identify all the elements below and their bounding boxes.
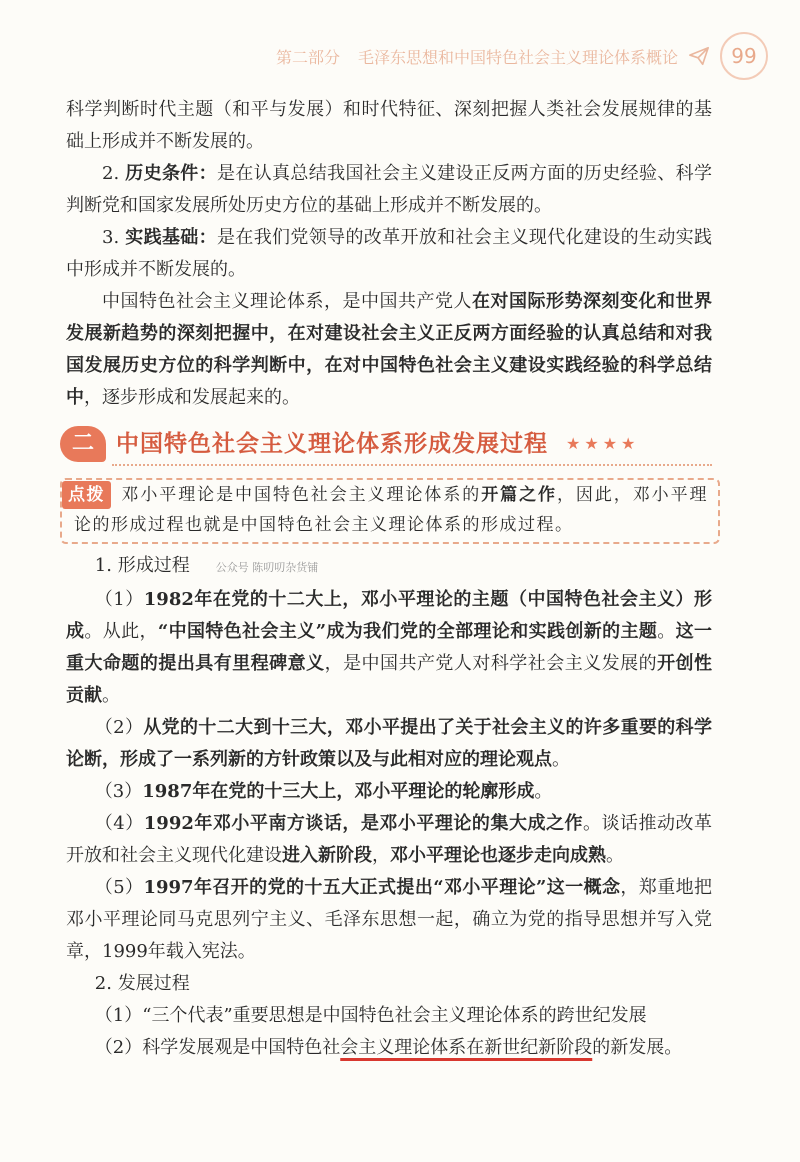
section-heading (60, 424, 712, 464)
bold-text: 邓小平理论也逐步走向成熟 (390, 845, 606, 866)
page-body (66, 94, 712, 1064)
plain-text: 。 (534, 781, 553, 802)
item-number: （4） (94, 813, 144, 834)
item-number: 2. (102, 163, 120, 184)
summary-text: 中国特色社会主义理论体系，是中国共产党人 (102, 291, 472, 312)
plain-text: 。 (102, 685, 120, 706)
plain-text: 的新发展。 (592, 1037, 683, 1058)
bold-text: “中国特色社会主义”成为我们党的全部理论和实践创新的主题 (157, 621, 658, 642)
development-item-2 (66, 1032, 712, 1064)
paragraph-intro: 科学判断时代主题（和平与发展）和时代特征、深刻把握人类社会发展规律的基础上形成并不断发展的。 (66, 99, 712, 152)
item-historical-conditions (66, 158, 712, 222)
item-colon: ： (198, 227, 218, 248)
formation-item-1 (66, 584, 712, 712)
item-colon: ： (198, 163, 218, 184)
bold-text: 这一重大命题的提出具有里程碑意义 (66, 621, 713, 674)
section-divider (112, 464, 712, 466)
item-text: 是在我们党领导的改革开放和社会主义现代化建设的生动实践中形成并不断发展的。 (66, 227, 713, 280)
plain-text: ， (372, 845, 390, 866)
item-label: 实践基础 (125, 227, 199, 248)
plain-text: 。谈话推动改革开放和社会主义现代化建设 (66, 813, 712, 866)
plain-text: ，郑重地把邓小平理论同马克思列宁主义、毛泽东思想一起，确立为党的指导思想并写入党章，1999年载入宪法。 (66, 877, 713, 962)
item-number: （3） (94, 781, 143, 802)
tip-badge: 点拨 (62, 481, 111, 509)
item-number: （5） (94, 877, 144, 898)
subheading-formation (66, 550, 712, 584)
bold-text: 开创性贡献 (66, 653, 713, 706)
plain-text: （2）科学发展观是中国特色社 (94, 1037, 341, 1058)
item-number: （2） (94, 717, 144, 738)
page-header (222, 36, 768, 76)
development-item-1: （1）“三个代表”重要思想是中国特色社会主义理论体系的跨世纪发展 (94, 1005, 647, 1026)
item-number: （1） (94, 589, 144, 610)
bold-text: 1997年召开的党的十五大正式提出“邓小平理论”这一概念 (143, 877, 621, 898)
tip-text: 邓小平理论是中国特色社会主义理论体系的 (121, 485, 482, 505)
formation-item-3 (66, 776, 712, 808)
formation-item-2 (66, 712, 712, 776)
tip-bold: 开篇之作 (481, 485, 557, 505)
tip-box (60, 478, 720, 544)
plain-text: 。 (606, 845, 624, 866)
item-label: 历史条件 (125, 163, 199, 184)
section-title: 中国特色社会主义理论体系形成发展过程 (116, 430, 548, 457)
tip-text-end: ，因此，邓小平理论的形成过程也就是中国特色社会主义理论体系的形成过程。 (74, 485, 709, 535)
paper-plane-icon (688, 45, 710, 67)
plain-text: 。从此， (84, 621, 158, 642)
page-number: 99 (720, 32, 768, 80)
section-number-badge: 二 (60, 426, 106, 462)
summary-text-end: ，逐步形成和发展起来的。 (84, 387, 300, 408)
watermark-text: 公众号 陈叨叨杂货铺 (215, 561, 319, 574)
summary-bold: 在对国际形势深刻变化和世界发展新趋势的深刻把握中，在对建设社会主义正反两方面经验的认真总结和对我国发展历史方位的科学判断中，在对中国特色社会主义建设实践经验的科学总结中 (66, 291, 712, 408)
bold-text: 1992年邓小平南方谈话，是邓小平理论的集大成之作 (143, 813, 583, 834)
bold-text: 从党的十二大到十三大，邓小平提出了关于社会主义的许多重要的科学论断，形成了一系列新的方针政策以及与此相对应的理论观点 (66, 717, 713, 770)
formation-item-5 (66, 872, 712, 968)
item-number: 3. (102, 227, 120, 248)
formation-item-4 (66, 808, 712, 872)
header-section: 第二部分 (275, 47, 340, 67)
red-underlined-text: 会主义理论体系在新世纪新阶段 (340, 1037, 593, 1058)
plain-text: ，是中国共产党人对科学社会主义发展的 (324, 653, 658, 674)
paragraph-summary (66, 286, 712, 414)
item-text: 是在认真总结我国社会主义建设正反两方面的历史经验、科学判断党和国家发展所处历史方位的基础上形成并不断发展的。 (66, 163, 713, 216)
importance-stars: ★★★★ (566, 434, 640, 453)
plain-text: 。 (552, 749, 570, 770)
subheading-development: 2. 发展过程 (94, 973, 190, 994)
plain-text: 。 (657, 621, 676, 642)
bold-text: 进入新阶段 (282, 845, 372, 866)
subheading-text: 1. 形成过程 (94, 555, 190, 576)
bold-text: 1987年在党的十三大上，邓小平理论的轮廓形成 (142, 781, 535, 802)
header-title: 毛泽东思想和中国特色社会主义理论体系概论 (357, 47, 678, 67)
bold-text: 1982年在党的十二大上，邓小平理论的主题（中国特色社会主义）形成 (66, 589, 712, 642)
item-practical-foundation (66, 222, 712, 286)
